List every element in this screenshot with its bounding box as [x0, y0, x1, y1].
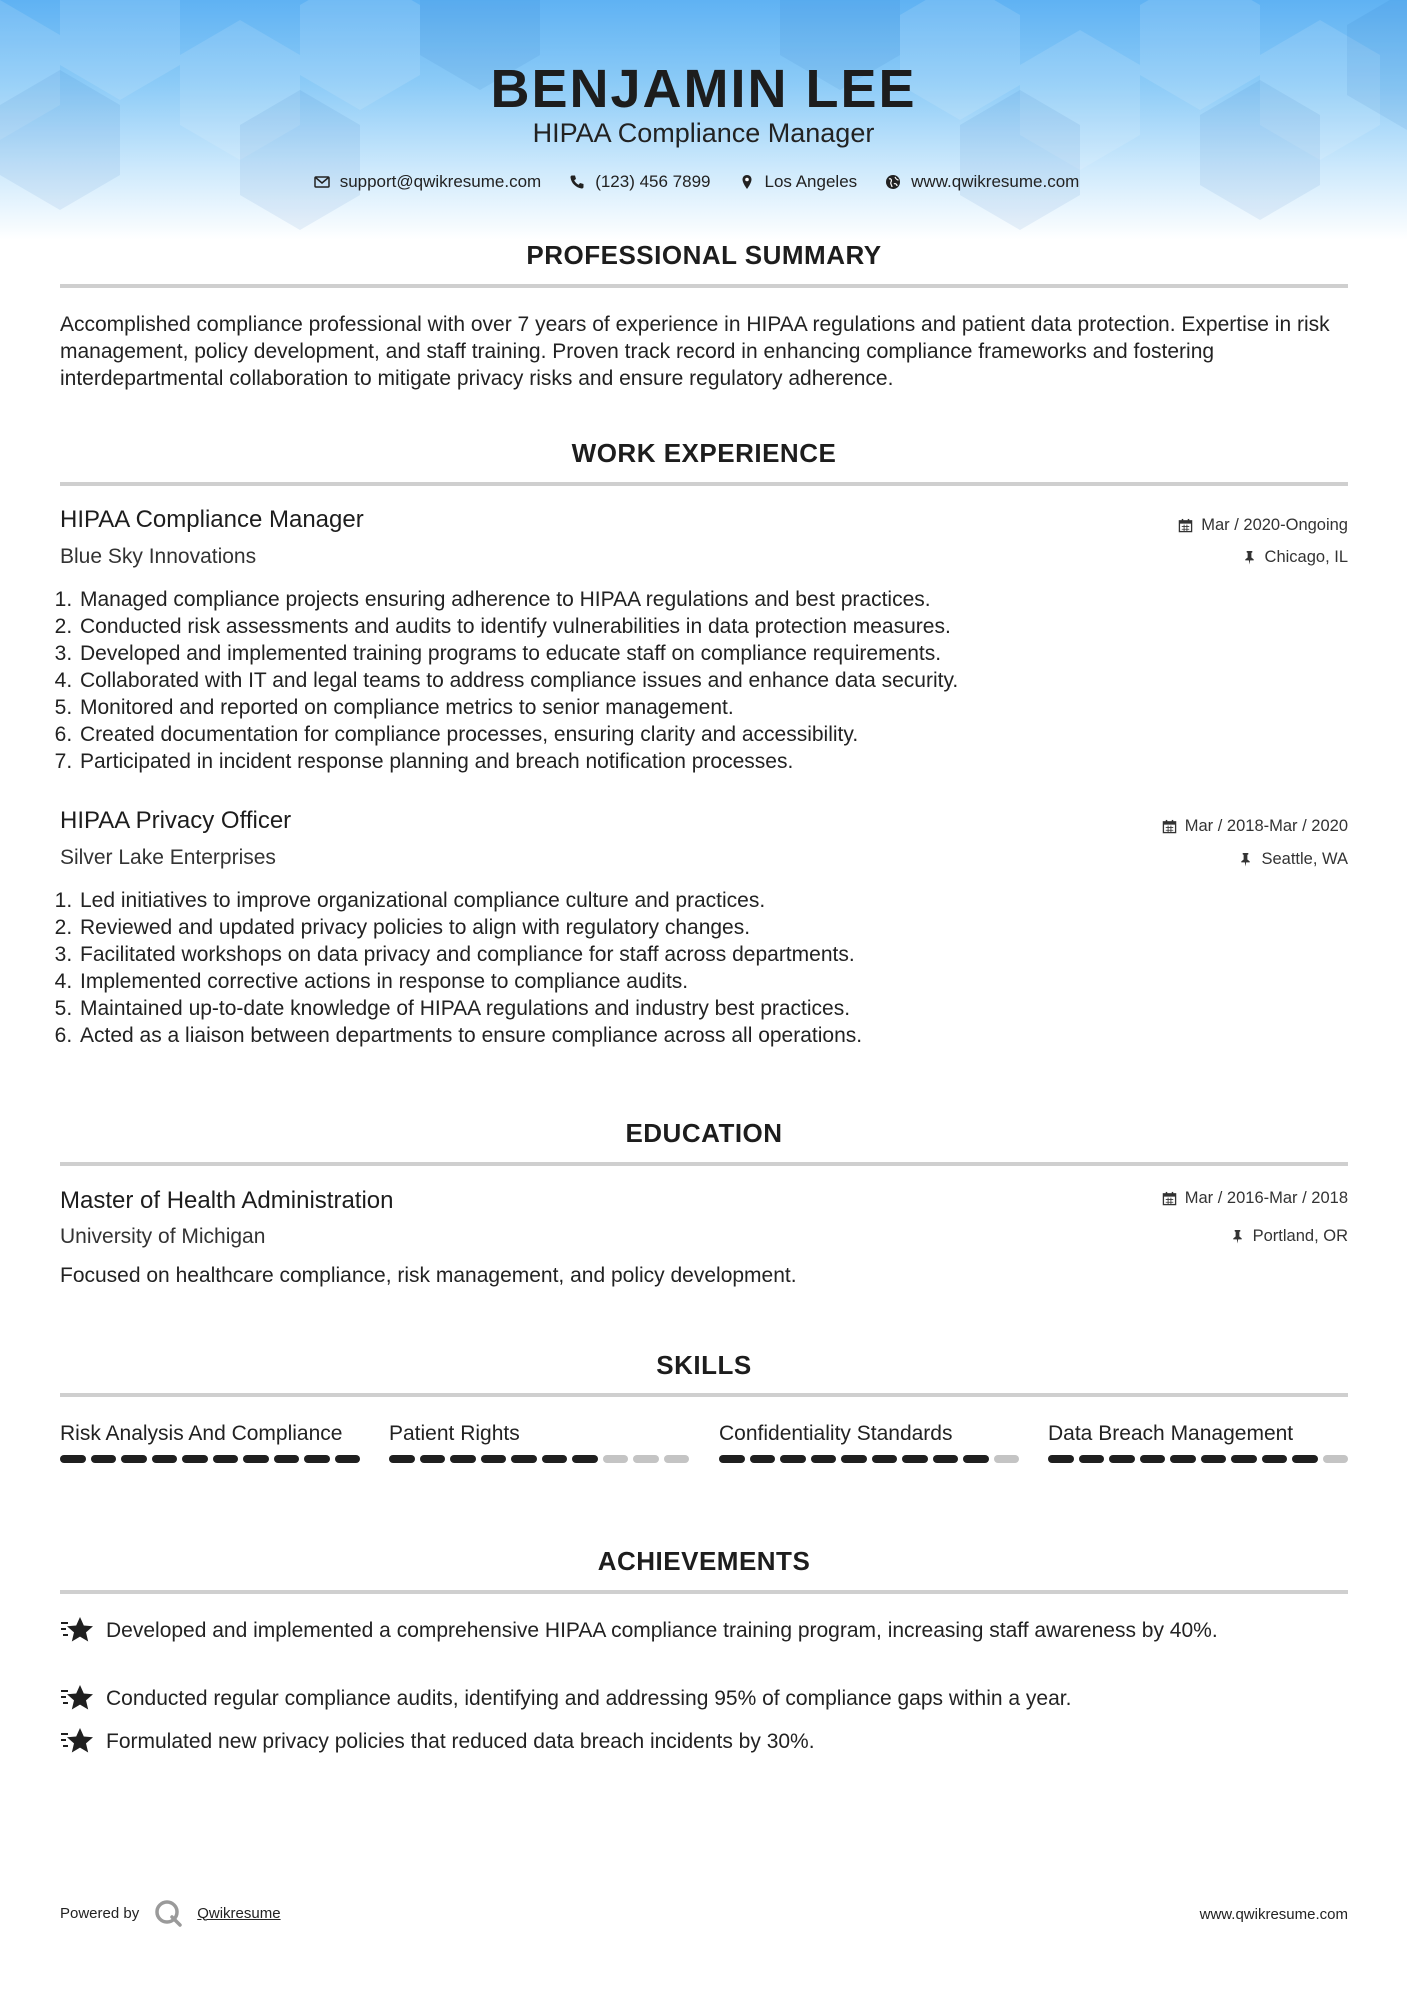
pushpin-icon — [1238, 852, 1253, 867]
skill-segment-empty — [664, 1455, 690, 1463]
section-divider — [60, 1162, 1348, 1166]
contact-email[interactable] — [314, 172, 542, 192]
section-divider — [60, 482, 1348, 486]
school-name: University of Michigan — [60, 1225, 266, 1248]
skill-segment-filled — [420, 1455, 446, 1463]
skill-item — [1048, 1420, 1348, 1463]
skill-name: Risk Analysis And Compliance — [60, 1422, 343, 1445]
achievement-text: Conducted regular compliance audits, identifying and addressing 95% of compliance gaps within a year. — [106, 1687, 1072, 1710]
skill-segment-filled — [60, 1455, 86, 1463]
calendar-icon — [1162, 1191, 1177, 1206]
skill-segment-filled — [572, 1455, 598, 1463]
achievements-heading: ACHIEVEMENTS — [597, 1546, 811, 1576]
email-text: support@qwikresume.com — [339, 172, 542, 191]
job-location-text: Chicago, IL — [1264, 548, 1348, 566]
skill-name: Confidentiality Standards — [719, 1422, 953, 1445]
skill-segment-filled — [963, 1455, 989, 1463]
skill-segment-filled — [1048, 1455, 1074, 1463]
phone-icon — [569, 174, 585, 190]
footer-branding — [60, 1898, 281, 1928]
education-location-text: Portland, OR — [1252, 1227, 1348, 1245]
brand-link[interactable]: Qwikresume — [197, 1904, 281, 1922]
powered-by-text: Powered by — [60, 1904, 140, 1922]
skill-segment-filled — [304, 1455, 330, 1463]
list-item: 1. Managed compliance projects ensuring adherence to HIPAA regulations and best practices. — [78, 586, 1328, 613]
skill-segment-filled — [841, 1455, 867, 1463]
list-item: 4. Collaborated with IT and legal teams to address compliance issues and enhance data security. — [78, 667, 1328, 694]
skill-segment-filled — [1170, 1455, 1196, 1463]
section-divider — [60, 1393, 1348, 1397]
education-heading: EDUCATION — [625, 1118, 783, 1148]
list-item: 1. Led initiatives to improve organizational compliance culture and practices. — [78, 887, 1328, 914]
star-icon — [60, 1615, 94, 1645]
skill-segment-filled — [481, 1455, 507, 1463]
skills-heading: SKILLS — [656, 1350, 752, 1380]
skill-segment-filled — [542, 1455, 568, 1463]
skill-level-bar — [719, 1455, 1019, 1463]
job-location-text: Seattle, WA — [1261, 850, 1348, 868]
list-item: 5. Monitored and reported on compliance metrics to senior management. — [78, 694, 1328, 721]
education-location — [1230, 1227, 1348, 1246]
skill-segment-filled — [780, 1455, 806, 1463]
education-dates-text: Mar / 2016-Mar / 2018 — [1184, 1189, 1348, 1207]
job-location — [1242, 548, 1348, 567]
skill-segment-filled — [121, 1455, 147, 1463]
skill-segment-filled — [719, 1455, 745, 1463]
skill-segment-filled — [213, 1455, 239, 1463]
skill-segment-empty — [1323, 1455, 1349, 1463]
skill-segment-filled — [872, 1455, 898, 1463]
pushpin-icon — [1230, 1229, 1245, 1244]
skill-segment-filled — [243, 1455, 269, 1463]
skill-segment-filled — [933, 1455, 959, 1463]
calendar-icon — [1178, 518, 1193, 533]
contact-website[interactable] — [885, 172, 1079, 192]
list-item: 6. Created documentation for compliance processes, ensuring clarity and accessibility. — [78, 721, 1328, 748]
skill-segment-filled — [274, 1455, 300, 1463]
skill-level-bar — [1048, 1455, 1348, 1463]
skill-segment-filled — [902, 1455, 928, 1463]
achievement-text: Formulated new privacy policies that reduced data breach incidents by 30%. — [106, 1730, 815, 1753]
skill-name: Patient Rights — [389, 1422, 520, 1445]
globe-icon — [885, 174, 901, 190]
website-text: www.qwikresume.com — [911, 172, 1080, 191]
skill-segment-filled — [1109, 1455, 1135, 1463]
star-icon — [60, 1683, 94, 1713]
skill-segment-empty — [603, 1455, 629, 1463]
skill-segment-filled — [1292, 1455, 1318, 1463]
degree-title: Master of Health Administration — [60, 1187, 394, 1214]
skill-name: Data Breach Management — [1048, 1422, 1294, 1445]
location-text: Los Angeles — [764, 172, 858, 191]
section-divider — [60, 284, 1348, 288]
skill-segment-filled — [389, 1455, 415, 1463]
list-item: 4. Implemented corrective actions in response to compliance audits. — [78, 968, 1328, 995]
footer-website[interactable]: www.qwikresume.com — [1199, 1906, 1348, 1923]
candidate-name: BENJAMIN LEE — [490, 59, 917, 119]
skill-segment-filled — [750, 1455, 776, 1463]
summary-text: Accomplished compliance professional with over 7 years of experience in HIPAA regulations and patient data protection. Expertise in risk management, policy development, and staff training. Proven track record in enhancing compliance frameworks and fostering interdepartmental collaboration to mitigate privacy risks and ensure regulatory adherence. — [60, 313, 1330, 390]
duty-list — [52, 887, 1328, 1049]
skill-segment-filled — [1140, 1455, 1166, 1463]
contact-phone[interactable] — [569, 172, 710, 192]
company-name: Blue Sky Innovations — [60, 545, 257, 568]
list-item: 3. Facilitated workshops on data privacy and compliance for staff across departments. — [78, 941, 1328, 968]
skill-segment-filled — [152, 1455, 178, 1463]
calendar-icon — [1162, 819, 1177, 834]
achievement-item — [60, 1728, 1348, 1756]
candidate-title: HIPAA Compliance Manager — [532, 118, 875, 148]
achievement-text: Developed and implemented a comprehensive HIPAA compliance training program, increasing staff awareness by 40%. — [106, 1619, 1218, 1642]
job-title: HIPAA Privacy Officer — [60, 807, 292, 834]
list-item: 6. Acted as a liaison between departments to ensure compliance across all operations. — [78, 1022, 1328, 1049]
list-item: 2. Conducted risk assessments and audits to identify vulnerabilities in data protection measures. — [78, 613, 1328, 640]
skill-item — [60, 1420, 360, 1463]
skill-segment-filled — [450, 1455, 476, 1463]
job-dates-text: Mar / 2020-Ongoing — [1201, 516, 1348, 534]
list-item: 5. Maintained up-to-date knowledge of HIPAA regulations and industry best practices. — [78, 995, 1328, 1022]
skill-segment-empty — [633, 1455, 659, 1463]
section-divider — [60, 1590, 1348, 1594]
education-dates — [1162, 1189, 1348, 1208]
job-location — [1238, 850, 1348, 869]
experience-heading: WORK EXPERIENCE — [571, 438, 837, 468]
list-item: 7. Participated in incident response planning and breach notification processes. — [78, 748, 1328, 775]
summary-heading: PROFESSIONAL SUMMARY — [526, 240, 882, 270]
skill-segment-filled — [335, 1455, 361, 1463]
skill-item — [719, 1420, 1019, 1463]
education-description: Focused on healthcare compliance, risk management, and policy development. — [60, 1264, 797, 1287]
skill-segment-filled — [91, 1455, 117, 1463]
skill-segment-filled — [182, 1455, 208, 1463]
skill-item — [389, 1420, 689, 1463]
company-name: Silver Lake Enterprises — [60, 846, 276, 869]
envelope-icon — [314, 174, 330, 190]
duty-list — [52, 586, 1328, 775]
skill-segment-filled — [811, 1455, 837, 1463]
skill-level-bar — [60, 1455, 360, 1463]
skill-segment-filled — [1262, 1455, 1288, 1463]
qwikresume-logo-icon — [153, 1898, 183, 1928]
job-title: HIPAA Compliance Manager — [60, 506, 364, 533]
map-pin-icon — [739, 174, 755, 190]
list-item: 2. Reviewed and updated privacy policies to align with regulatory changes. — [78, 914, 1328, 941]
skill-segment-filled — [511, 1455, 537, 1463]
achievement-item — [60, 1617, 1348, 1645]
job-dates — [1178, 516, 1348, 535]
skill-level-bar — [389, 1455, 689, 1463]
skill-segment-filled — [1231, 1455, 1257, 1463]
job-dates-text: Mar / 2018-Mar / 2020 — [1184, 817, 1348, 835]
pushpin-icon — [1242, 550, 1257, 565]
phone-text: (123) 456 7899 — [595, 172, 711, 191]
contact-location — [739, 172, 858, 192]
job-dates — [1162, 817, 1348, 836]
achievement-item — [60, 1685, 1348, 1713]
skill-segment-filled — [1201, 1455, 1227, 1463]
list-item: 3. Developed and implemented training programs to educate staff on compliance requirements. — [78, 640, 1328, 667]
star-icon — [60, 1726, 94, 1756]
contact-bar — [0, 172, 1407, 192]
skill-segment-empty — [994, 1455, 1020, 1463]
skill-segment-filled — [1079, 1455, 1105, 1463]
